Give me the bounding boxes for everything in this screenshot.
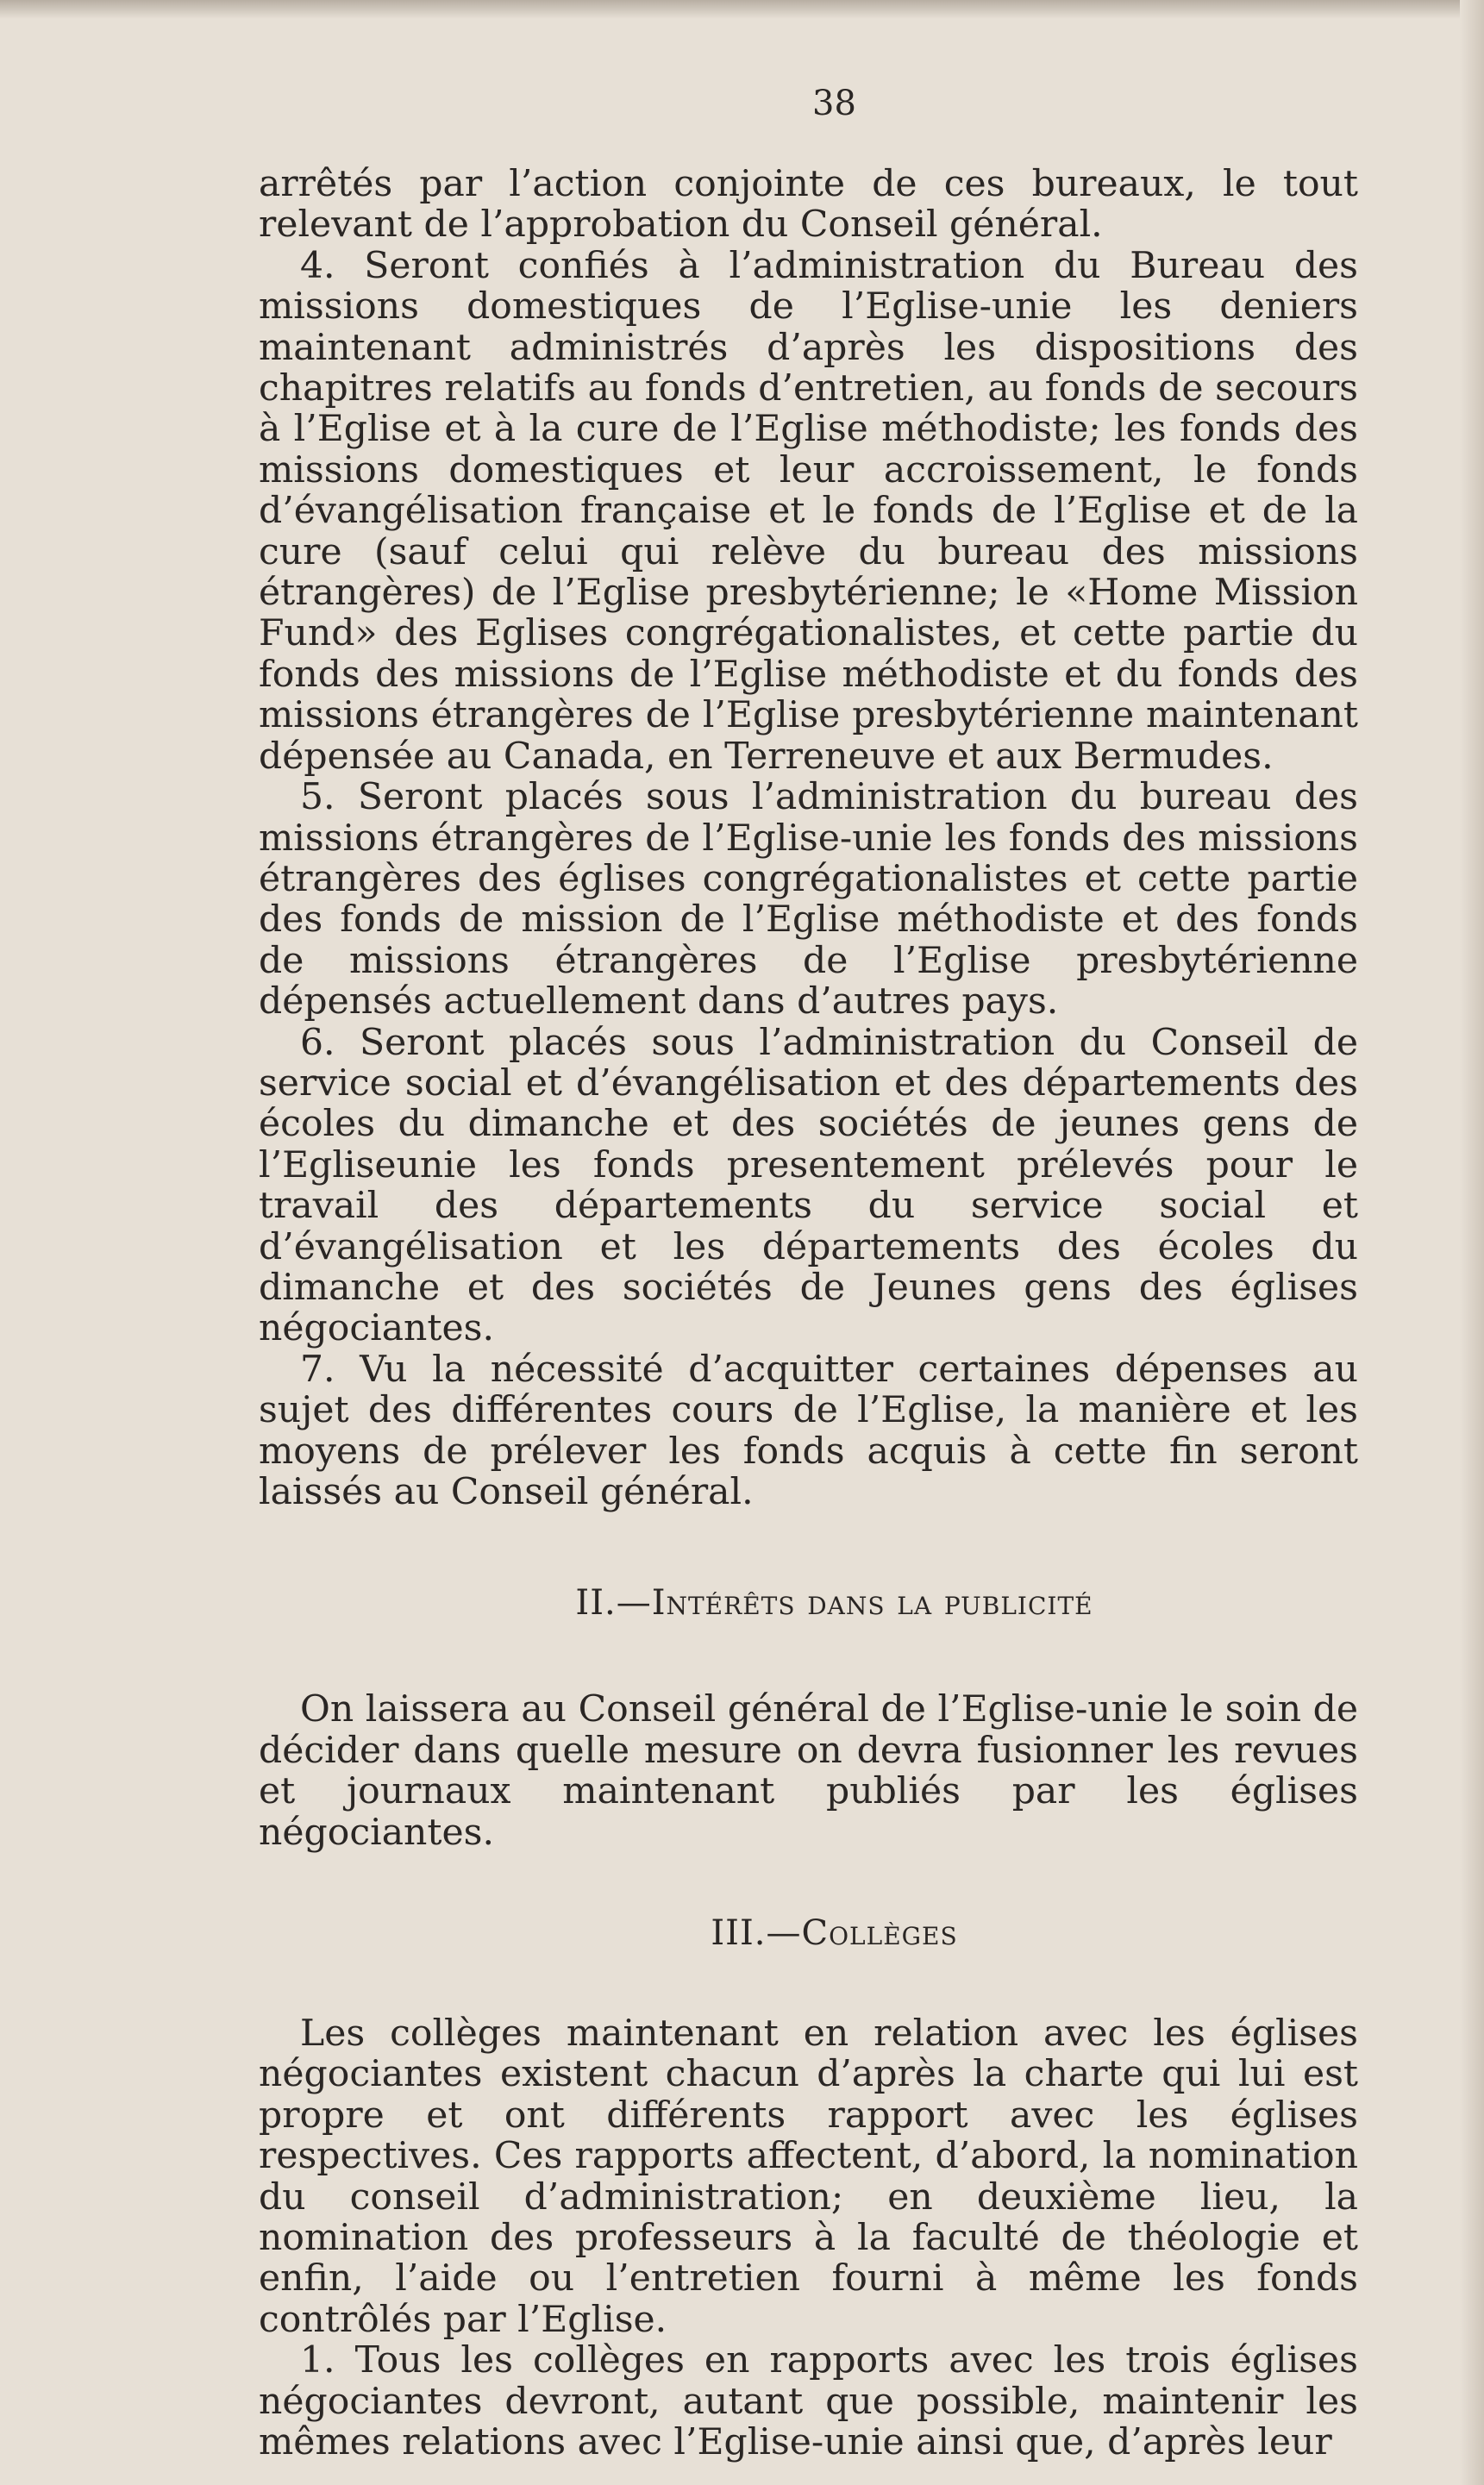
paragraph-5: 5. Seront placés sous l’administration du bureau des missions étrangères de l’Eglise-unie les fonds des missions étrangères des églises congrégationalistes et cette partie des fonds de mission de l’Eglise méthodiste et des fonds de missions étrangères de l’Eglise presbytérienne dépensés actuellement dans d’autres pays. <box>259 776 1358 1023</box>
section-heading-publicite-text: II.—Intérêts dans la publicité <box>575 1583 1093 1624</box>
paragraph-6: 6. Seront placés sous l’administration du Conseil de service social et d’évangélisation et des départements des écoles du dimanche et des sociétés de jeunes gens de l’Egliseunie les fonds presentement prélevés pour le travail des départements du service social et d’évangélisation et les départements des écoles du dimanche et des sociétés de Jeunes gens des églises négociantes. <box>259 1021 1358 1350</box>
section-heading-publicite <box>259 1581 1358 1624</box>
page-number: 38 <box>812 84 856 123</box>
paragraph-7: 7. Vu la nécessité d’acquitter certaines dépenses au sujet des différentes cours de l’Eglise, la manière et les moyens de prélever les fonds acquis à cette fin seront laissés au Conseil général. <box>259 1348 1358 1513</box>
document-page <box>259 82 1358 2463</box>
paragraph-colleges-intro: Les collèges maintenant en relation avec les églises négociantes existent chacun d’après la charte qui lui est propre et ont différents rapport avec les églises respectives. Ces rapports affectent, d’abord, la nomination du conseil d’administration; en deuxième lieu, la nomination des professeurs à la faculté de théologie et enfin, l’aide ou l’entretien fourni à même les fonds contrôlés par l’Eglise. <box>259 2012 1358 2341</box>
scan-edge-top <box>0 0 1484 19</box>
section-heading-colleges-text: III.—Collèges <box>711 1913 958 1954</box>
paragraph-colleges-1: 1. Tous les collèges en rapports avec les trois églises négociantes devront, autant que possible, maintenir les mêmes relations avec l’Eglise-unie ainsi que, d’après leur <box>259 2339 1358 2464</box>
paragraph-continuation: arrêtés par l’action conjointe de ces bureaux, le tout relevant de l’approbation du Conseil général. <box>259 163 1358 247</box>
paragraph-publicite: On laissera au Conseil général de l’Eglise-unie le soin de décider dans quelle mesure on devra fusionner les revues et journaux maintenant publiés par les églises négociantes. <box>259 1688 1358 1854</box>
scan-edge-right <box>1460 0 1484 2485</box>
paragraph-4: 4. Seront confiés à l’administration du Bureau des missions domestiques de l’Eglise-unie les deniers maintenant administrés d’après les dispositions des chapitres relatifs au fonds d’entretien, au fonds de secours à l’Eglise et à la cure de l’Eglise méthodiste; les fonds des missions domestiques et leur accroissement, le fonds d’évangélisation française et le fonds de l’Eglise et de la cure (sauf celui qui relève du bureau des missions étrangères) de l’Eglise presbytérienne; le «Home Mission Fund» des Eglises congrégationalistes, et cette partie du fonds des missions de l’Eglise méthodiste et du fonds des missions étrangères de l’Eglise presbytérienne maintenant dépensée au Canada, en Terreneuve et aux Bermudes. <box>259 244 1358 778</box>
section-heading-colleges <box>259 1912 1358 1955</box>
